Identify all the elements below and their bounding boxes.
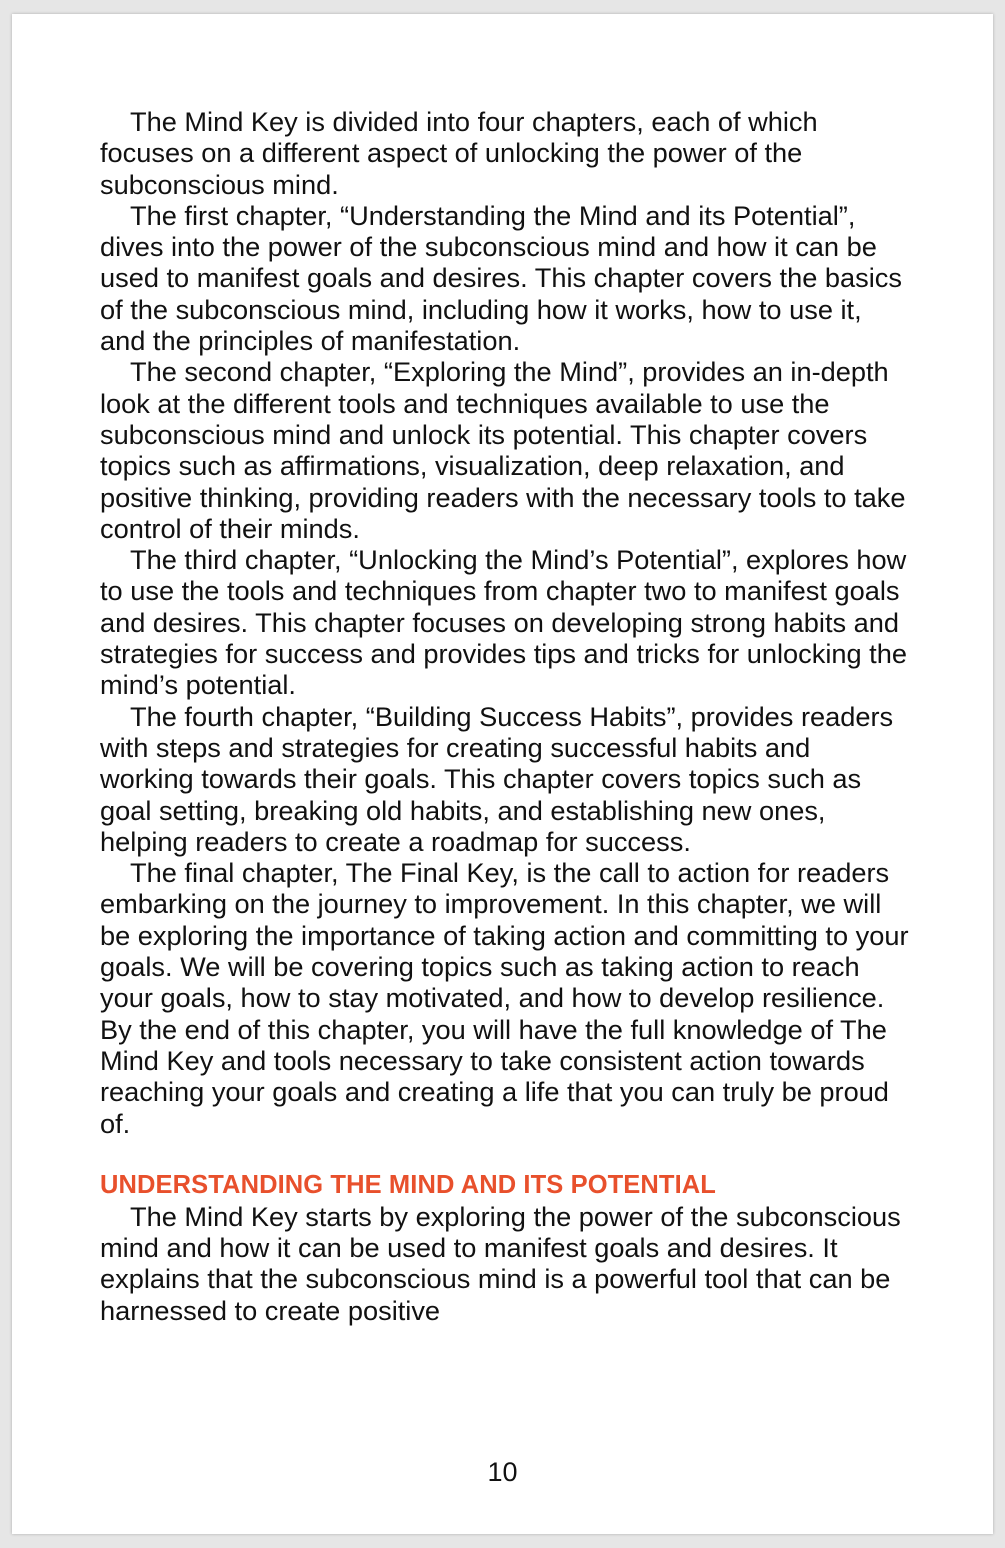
intro-paragraph: The Mind Key is divided into four chapters, each of which focuses on a different aspect of unlocking the power of the subconscious mind. [100, 106, 818, 200]
chapter-three-paragraph: The third chapter, “Unlocking the Mind’s Potential”, explores how to use the tools and techniques from chapter two to manifest goals and desires. This chapter focuses on developing strong habits and strategies for success and provides tips and tricks for unlocking the mind’s potential. [100, 544, 907, 701]
section-heading: UNDERSTANDING THE MIND AND ITS POTENTIAL [100, 1170, 716, 1199]
page-number: 10 [487, 1457, 518, 1487]
final-chapter-paragraph: The final chapter, The Final Key, is the call to action for readers embarking on the journey to improvement. In this chapter, we will be exploring the importance of taking action and committing to your goals. We will be covering topics such as taking action to reach your goals, how to stay motivated, and how to develop resilience. By the end of this chapter, you will have the full knowledge of The Mind Key and tools necessary to take consistent action towards reaching your goals and creating a life that you can truly be proud of. [100, 857, 909, 1139]
book-page [12, 14, 993, 1534]
section-paragraph: The Mind Key starts by exploring the power of the subconscious mind and how it can be used to manifest goals and desires. It explains that the subconscious mind is a powerful tool that can be harnessed to create positive [100, 1200, 901, 1326]
chapter-two-paragraph: The second chapter, “Exploring the Mind”, provides an in-depth look at the different tools and techniques available to use the subconscious mind and unlock its potential. This chapter covers topics such as affirmations, visualization, deep relaxation, and positive thinking, providing readers with the necessary tools to take control of their minds. [100, 356, 906, 544]
chapter-one-paragraph: The first chapter, “Understanding the Mind and its Potential”, dives into the power of the subconscious mind and how it can be used to manifest goals and desires. This chapter covers the basics of the subconscious mind, including how it works, how to use it, and the principles of manifestation. [100, 199, 902, 357]
page-content [100, 106, 910, 1326]
chapter-four-paragraph: The fourth chapter, “Building Success Habits”, provides readers with steps and strategies for creating successful habits and working towards their goals. This chapter covers topics such as goal setting, breaking old habits, and establishing new ones, helping readers to create a roadmap for success. [100, 700, 894, 857]
